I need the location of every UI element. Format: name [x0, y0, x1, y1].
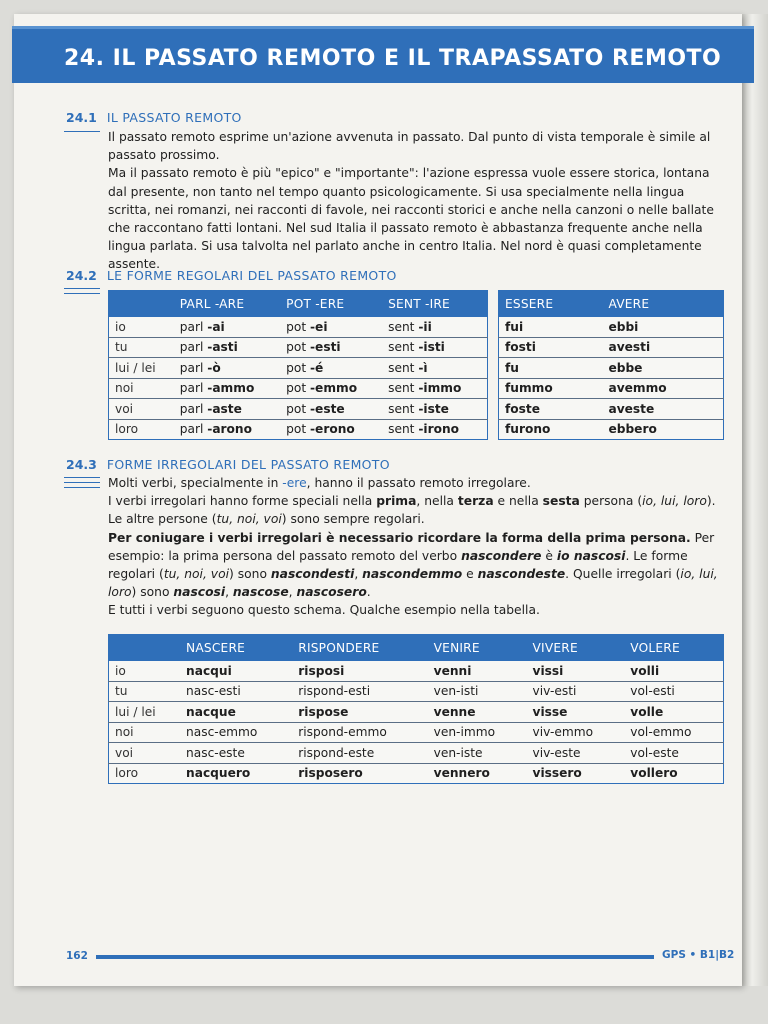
- column-header: VENIRE: [428, 635, 527, 662]
- conjugation-cell: rispond-esti: [292, 681, 427, 702]
- column-header: [109, 635, 181, 662]
- verb-ending: -este: [310, 401, 345, 416]
- verb-stem: pot: [286, 422, 310, 437]
- conjugation-cell: nacqui: [180, 661, 292, 681]
- conjugation-cell: aveste: [602, 399, 723, 420]
- verb-ending: -ai: [207, 319, 225, 334]
- conjugation-cell: vissero: [532, 766, 582, 781]
- pronoun-cell: lui / lei: [109, 702, 181, 723]
- verb-stem: pot: [286, 401, 310, 416]
- section-number: 24.3: [66, 457, 97, 472]
- chapter-banner: [12, 26, 754, 83]
- paragraph: Le altre persone (tu, noi, voi) sono sempre regolari.: [108, 512, 425, 527]
- conjugation-cell: fu: [499, 358, 603, 379]
- conjugation-cell: [174, 317, 280, 337]
- column-header: RISPONDERE: [292, 635, 427, 662]
- pronoun-cell: lui / lei: [109, 358, 174, 379]
- section-heading-24-3: [66, 457, 390, 472]
- verb-ending: -immo: [418, 381, 462, 396]
- verb-ending: -ammo: [207, 381, 255, 396]
- conjugation-cell: ven-immo: [428, 722, 527, 743]
- column-header: AVERE: [602, 291, 723, 318]
- verb-ending: -ò: [207, 360, 221, 375]
- conjugation-cell: fummo: [499, 378, 603, 399]
- verb-ending: -isti: [418, 340, 445, 355]
- section-rule: [64, 482, 100, 483]
- verb-stem: pot: [286, 340, 310, 355]
- paragraph: Molti verbi, specialmente in -ere, hanno il passato remoto irregolare.: [108, 476, 531, 490]
- verb-ending: -asti: [207, 340, 238, 355]
- book-spine: [742, 14, 768, 986]
- verb-ending: -esti: [310, 340, 341, 355]
- paragraph: E tutti i verbi seguono questo schema. Qualche esempio nella tabella.: [108, 603, 540, 618]
- pronoun-cell: voi: [109, 399, 174, 420]
- conjugation-cell: vennero: [433, 766, 490, 781]
- pronoun-cell: loro: [115, 422, 139, 437]
- pronoun-cell: tu: [109, 681, 181, 702]
- table-row: [499, 378, 724, 399]
- conjugation-cell: fosti: [499, 337, 603, 358]
- conjugation-cell: [280, 358, 382, 379]
- conjugation-cell: [174, 378, 280, 399]
- section-title: IL PASSATO REMOTO: [106, 110, 242, 125]
- verb-ending: -erono: [310, 422, 355, 437]
- paragraph: Per coniugare i verbi irregolari è necessario ricordare la forma della prima persona. Per esempio: la prima persona del passato remoto del verbo nascondere è io nascosi. Le forme regolari (tu, noi, voi) sono nascondesti, nascondemmo e nascondeste. Quelle irregolari (io, lui, loro) sono nascosi, nascose, nascosero.: [108, 530, 718, 600]
- conjugation-cell: nasc-esti: [180, 681, 292, 702]
- conjugation-cell: fui: [499, 317, 603, 337]
- pronoun-cell: tu: [109, 337, 174, 358]
- conjugation-cell: vol-emmo: [624, 722, 723, 743]
- table-row: [499, 337, 724, 358]
- verb-ending: -aste: [207, 401, 242, 416]
- section-rule: [64, 131, 100, 132]
- chapter-title: 24. IL PASSATO REMOTO E IL TRAPASSATO REMOTO: [64, 46, 722, 71]
- verb-stem: parl: [179, 319, 208, 334]
- verb-stem: parl: [179, 360, 208, 375]
- table-row: [109, 358, 488, 379]
- conjugation-cell: vol-esti: [624, 681, 723, 702]
- verb-ending: -ei: [310, 319, 328, 334]
- book-title: GPS • B1|B2: [662, 949, 735, 961]
- table-row: [109, 722, 724, 743]
- table-row: [109, 378, 488, 399]
- pronoun-cell: io: [109, 317, 174, 337]
- verb-stem: pot: [286, 381, 310, 396]
- footer-rule: [96, 955, 654, 959]
- verb-stem: pot: [286, 360, 310, 375]
- conjugation-cell: ven-iste: [428, 743, 527, 764]
- section-number: 24.2: [66, 268, 97, 283]
- conjugation-cell: vol-este: [624, 743, 723, 764]
- paragraph: I verbi irregolari hanno forme speciali nella prima, nella terza e nella sesta persona (io, lui, loro).: [108, 494, 716, 509]
- column-header: VOLERE: [624, 635, 723, 662]
- table-row: [109, 702, 724, 723]
- verb-stem: sent: [388, 422, 419, 437]
- table-row: [109, 743, 724, 764]
- essere-avere-table: [498, 290, 724, 440]
- conjugation-cell: venni: [428, 661, 527, 681]
- conjugation-cell: foste: [499, 399, 603, 420]
- conjugation-cell: visse: [527, 702, 625, 723]
- column-header: ESSERE: [499, 291, 603, 318]
- table-row: [109, 419, 488, 440]
- conjugation-cell: volli: [624, 661, 723, 681]
- conjugation-cell: furono: [505, 422, 551, 437]
- table-row: [109, 763, 724, 784]
- pronoun-cell: loro: [115, 766, 139, 781]
- conjugation-cell: viv-emmo: [527, 722, 625, 743]
- conjugation-cell: nasc-este: [180, 743, 292, 764]
- table-row: [499, 358, 724, 379]
- conjugation-cell: [174, 419, 280, 440]
- verb-ending: -emmo: [310, 381, 358, 396]
- table-row: [109, 399, 488, 420]
- section-rule: [64, 288, 100, 289]
- pronoun-cell: noi: [109, 378, 174, 399]
- verb-stem: parl: [179, 340, 208, 355]
- verb-stem: parl: [179, 422, 208, 437]
- column-header: VIVERE: [527, 635, 625, 662]
- verb-ending: -iste: [418, 401, 449, 416]
- conjugation-cell: rispose: [292, 702, 427, 723]
- conjugation-cell: ven-isti: [428, 681, 527, 702]
- column-header: SENT -IRE: [382, 291, 487, 318]
- page-number: 162: [66, 950, 88, 962]
- conjugation-cell: risposero: [298, 766, 363, 781]
- conjugation-cell: [382, 378, 487, 399]
- column-header: NASCERE: [180, 635, 292, 662]
- pronoun-cell: io: [109, 661, 181, 681]
- pronoun-cell: noi: [109, 722, 181, 743]
- conjugation-cell: vissi: [527, 661, 625, 681]
- table-row: [499, 419, 724, 440]
- verb-stem: sent: [388, 340, 419, 355]
- verb-ending: -é: [310, 360, 324, 375]
- conjugation-cell: risposi: [292, 661, 427, 681]
- table-row: [499, 399, 724, 420]
- verb-stem: sent: [388, 319, 419, 334]
- conjugation-cell: [280, 337, 382, 358]
- section-24-1-body: [108, 128, 728, 274]
- conjugation-cell: vollero: [630, 766, 678, 781]
- verb-ending: -arono: [207, 422, 252, 437]
- section-rule: [64, 293, 100, 294]
- conjugation-cell: [382, 419, 487, 440]
- column-header: PARL -ARE: [174, 291, 280, 318]
- conjugation-cell: [174, 399, 280, 420]
- conjugation-cell: nasc-emmo: [180, 722, 292, 743]
- conjugation-cell: ebbi: [602, 317, 723, 337]
- section-heading-24-1: [66, 110, 242, 125]
- column-header: [109, 291, 174, 318]
- table-row: [109, 661, 724, 681]
- verb-stem: sent: [388, 360, 419, 375]
- verb-stem: parl: [179, 381, 208, 396]
- table-row: [109, 681, 724, 702]
- conjugation-cell: venne: [428, 702, 527, 723]
- conjugation-cell: rispond-este: [292, 743, 427, 764]
- verb-stem: sent: [388, 381, 419, 396]
- verb-ending: -irono: [418, 422, 459, 437]
- section-rule: [64, 477, 100, 478]
- conjugation-cell: avesti: [602, 337, 723, 358]
- section-heading-24-2: [66, 268, 397, 283]
- verb-stem: pot: [286, 319, 310, 334]
- conjugation-cell: [280, 317, 382, 337]
- section-title: LE FORME REGOLARI DEL PASSATO REMOTO: [106, 268, 397, 283]
- section-title: FORME IRREGOLARI DEL PASSATO REMOTO: [106, 457, 390, 472]
- verb-stem: parl: [179, 401, 208, 416]
- conjugation-cell: [174, 358, 280, 379]
- verb-ending: -ì: [418, 360, 428, 375]
- table-row: [109, 317, 488, 337]
- irregular-conjugation-table: [108, 634, 724, 784]
- conjugation-cell: [382, 358, 487, 379]
- paragraph: Il passato remoto esprime un'azione avvenuta in passato. Dal punto di vista temporale è simile al passato prossimo.: [108, 130, 711, 163]
- paragraph: Ma il passato remoto è più "epico" e "importante": l'azione espressa vuole essere storica, lontana dal presente, non tanto nel tempo quanto psicologicamente. Si usa specialmente nella lingua scritta, nei romanzi, nei racconti di favole, nei racconti storici e anche nella canzoni o nelle ballate che raccontano fatti lontani. Nel sud Italia il passato remoto è abbastanza frequente anche nella lingua parlata. Si usa talvolta nel parlato anche in centro Italia. Nel nord è quasi completamente assente.: [108, 166, 714, 272]
- conjugation-cell: ebbero: [608, 422, 657, 437]
- table-row: [499, 317, 724, 337]
- conjugation-cell: nacque: [180, 702, 292, 723]
- conjugation-cell: volle: [624, 702, 723, 723]
- conjugation-cell: ebbe: [602, 358, 723, 379]
- conjugation-cell: viv-esti: [527, 681, 625, 702]
- conjugation-cell: [382, 337, 487, 358]
- conjugation-cell: [382, 399, 487, 420]
- conjugation-cell: avemmo: [602, 378, 723, 399]
- section-number: 24.1: [66, 110, 97, 125]
- verb-ending: -ii: [418, 319, 432, 334]
- table-row: [109, 337, 488, 358]
- verb-stem: sent: [388, 401, 419, 416]
- conjugation-cell: [280, 419, 382, 440]
- conjugation-cell: rispond-emmo: [292, 722, 427, 743]
- conjugation-cell: [280, 378, 382, 399]
- section-rule: [64, 487, 100, 488]
- conjugation-cell: viv-este: [527, 743, 625, 764]
- conjugation-cell: [280, 399, 382, 420]
- pronoun-cell: voi: [109, 743, 181, 764]
- column-header: POT -ERE: [280, 291, 382, 318]
- conjugation-cell: nacquero: [186, 766, 251, 781]
- regular-conjugation-table: [108, 290, 488, 440]
- section-24-3-body: [108, 474, 728, 620]
- conjugation-cell: [174, 337, 280, 358]
- conjugation-cell: [382, 317, 487, 337]
